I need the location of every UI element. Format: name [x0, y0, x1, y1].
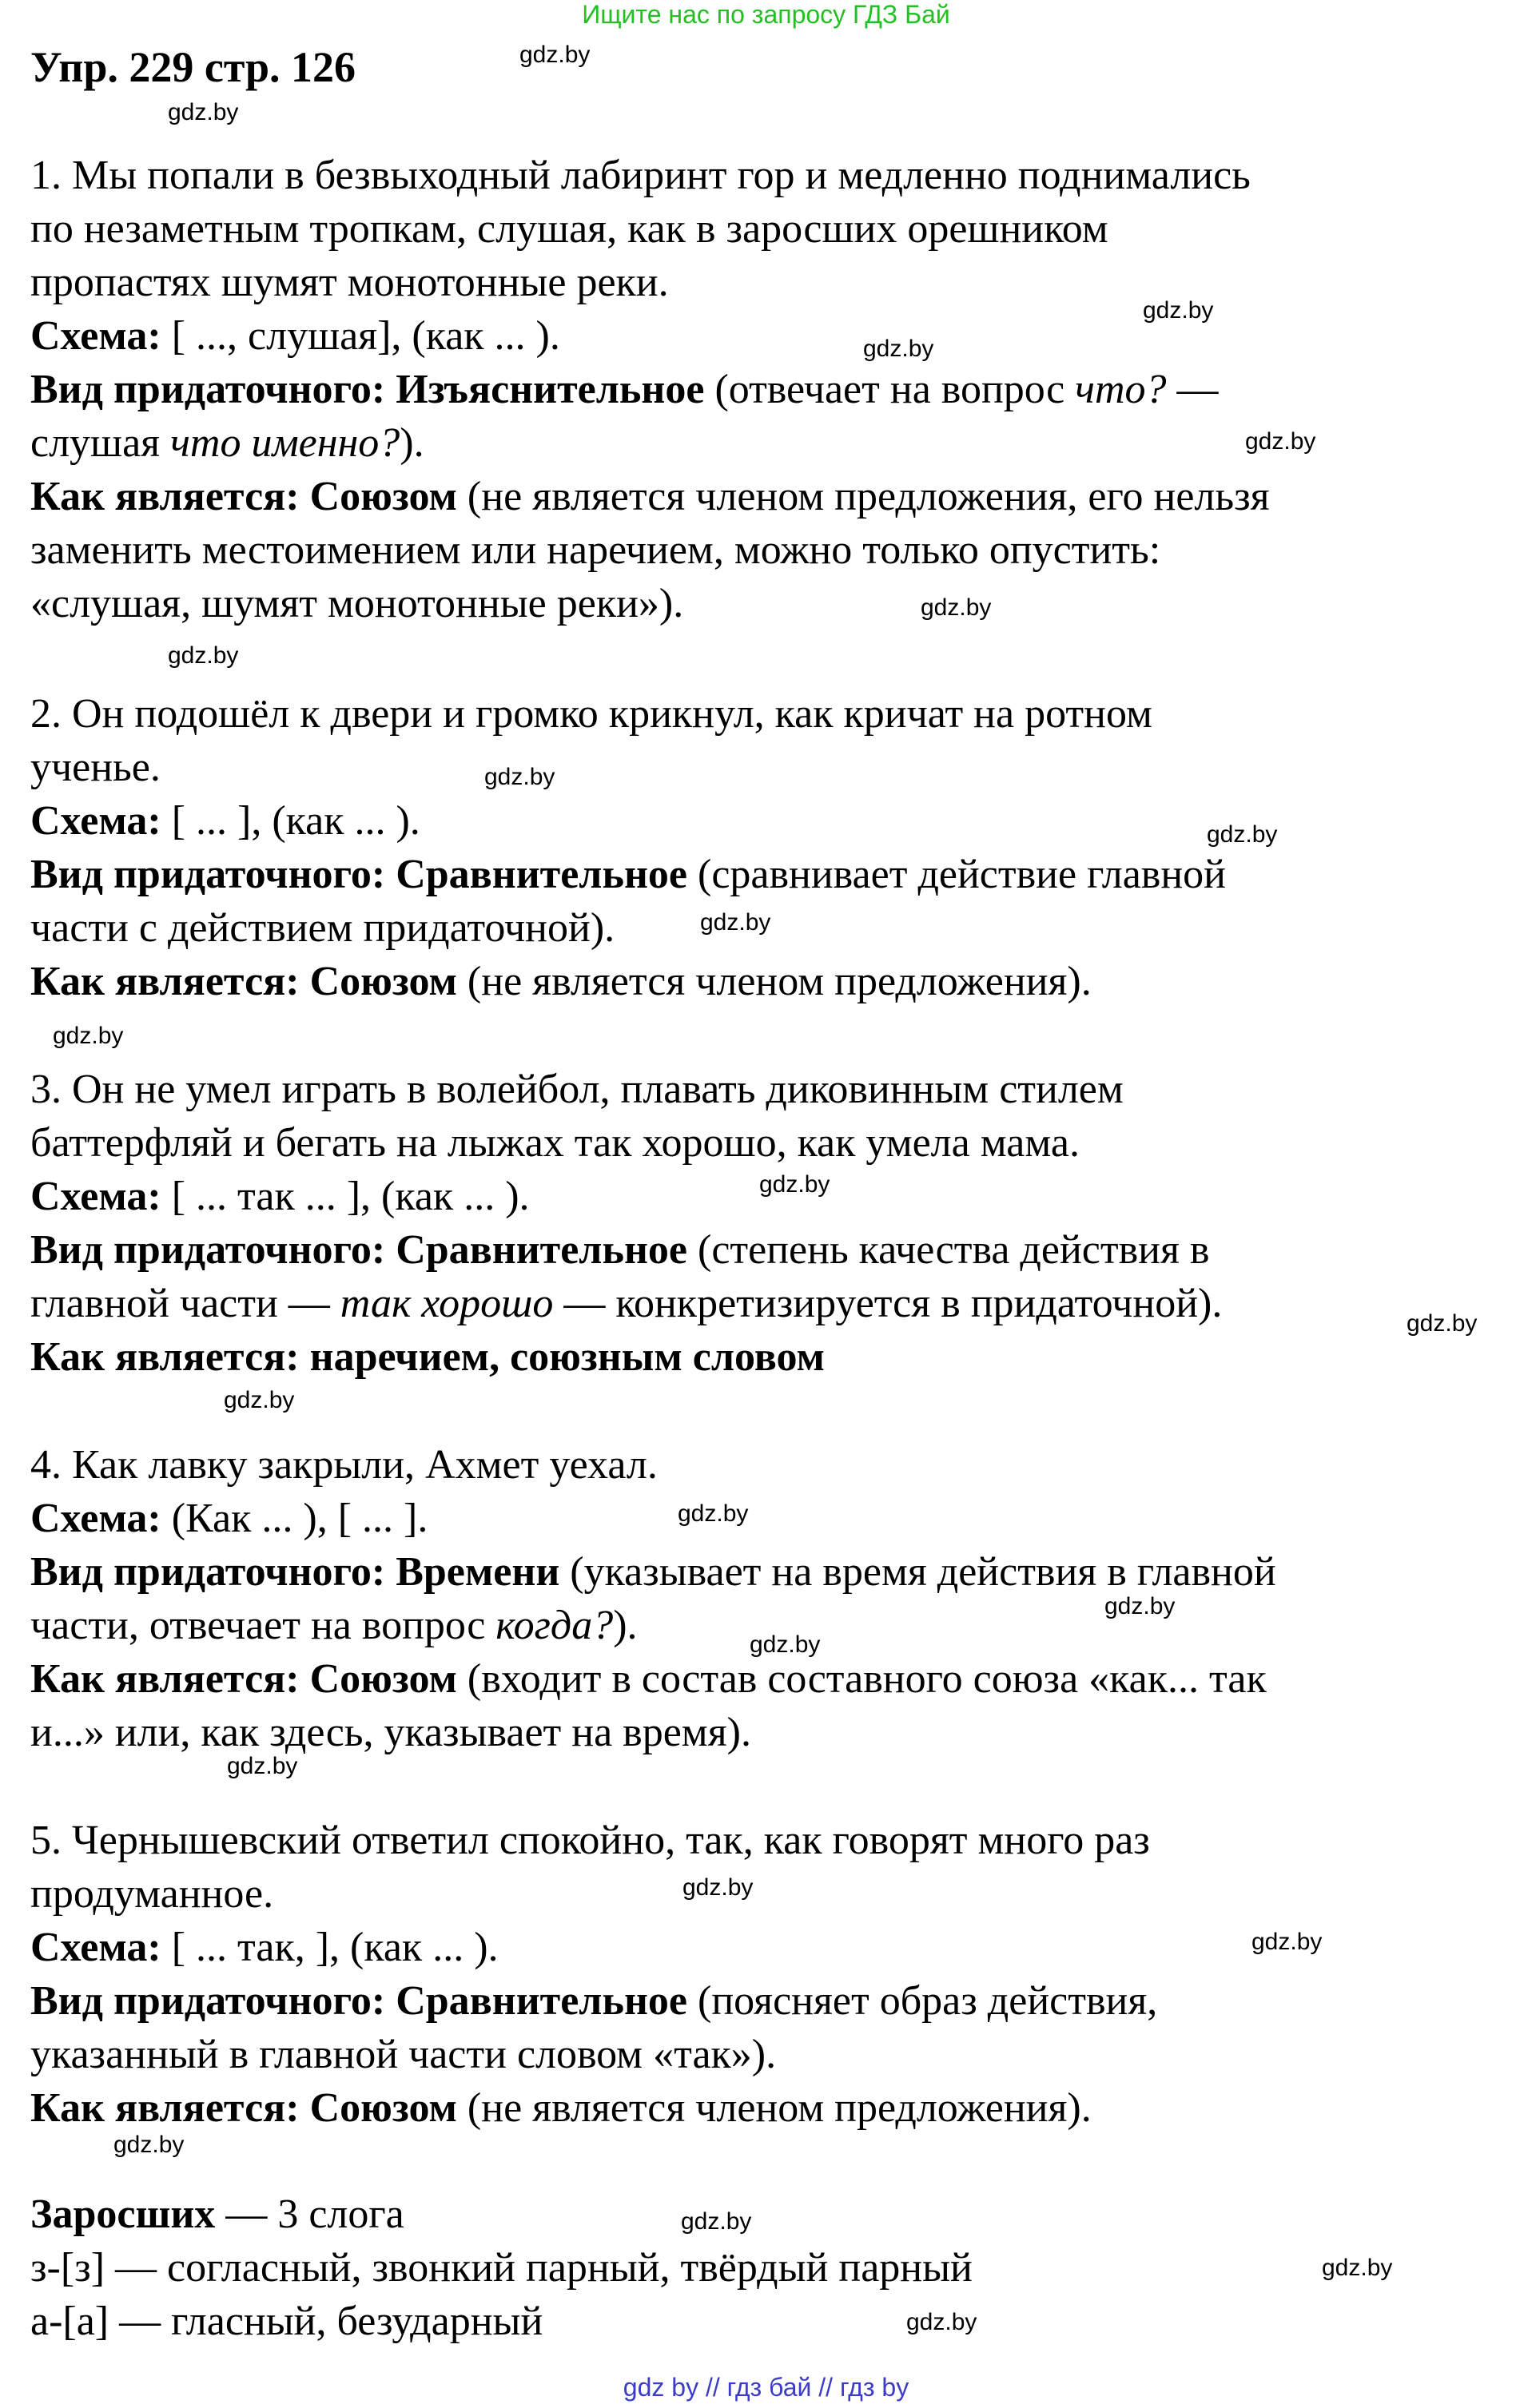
how-line: заменить местоимением или наречием, можно только опустить: [30, 527, 1161, 573]
sentence-line: баттерфляй и бегать на лыжах так хорошо, как умела мама. [30, 1120, 1080, 1166]
kind-note: ). [400, 420, 424, 466]
scheme-label: Схема: [30, 798, 161, 844]
kind-note: (степень качества действия в [698, 1227, 1210, 1273]
kind-value: Сравнительное [396, 1227, 687, 1273]
how-value: Союзом [309, 474, 457, 519]
watermark: gdz.by [227, 1753, 298, 1779]
kind-line [30, 1545, 1276, 1599]
sentence-line: 1. Мы попали в безвыходный лабиринт гор и медленно поднимались [30, 153, 1251, 198]
scheme-value: [ ... так ... ], (как ... ). [171, 1174, 530, 1219]
kind-label: Вид придаточного: [30, 852, 386, 897]
footer-links: gdz by // гдз бай // гдз by [623, 2373, 909, 2402]
watermark: gdz.by [759, 1171, 830, 1198]
watermark: gdz.by [224, 1387, 295, 1413]
kind-value: Сравнительное [396, 852, 687, 897]
kind-note: (отвечает на вопрос [714, 367, 1065, 412]
how-line [30, 955, 1226, 1008]
kind-note: — конкретизируется в придаточной). [563, 1281, 1223, 1326]
kind-line [30, 1974, 1157, 2028]
scheme-line [30, 1921, 1157, 1974]
how-note: (входит в состав составного союза «как... так [467, 1656, 1267, 1702]
how-value: Союзом [309, 959, 457, 1004]
sentence-line: 3. Он не умел играть в волейбол, плавать диковинным стилем [30, 1067, 1124, 1112]
watermark: gdz.by [700, 909, 771, 936]
kind-label: Вид придаточного: [30, 367, 386, 412]
kind-value: Изъяснительное [396, 367, 705, 412]
watermark: gdz.by [1207, 821, 1278, 848]
exercise-1 [30, 149, 1270, 630]
watermark: gdz.by [168, 642, 239, 669]
scheme-value: [ ... так, ], (как ... ). [171, 1925, 499, 1970]
sentence-line: продуманное. [30, 1871, 274, 1917]
kind-note: (поясняет образ действия, [698, 1978, 1158, 2024]
how-label: Как является: [30, 959, 300, 1004]
sentence-line: пропастях шумят монотонные реки. [30, 260, 669, 305]
kind-line [30, 416, 1270, 470]
how-line [30, 1652, 1276, 1706]
kind-note-italic: когда? [495, 1603, 614, 1648]
how-line [30, 1330, 1222, 1384]
how-line [30, 470, 1270, 523]
how-value: Союзом [309, 2085, 457, 2131]
sentence-line: ученье. [30, 745, 161, 790]
watermark: gdz.by [682, 1874, 754, 1901]
page-title: Упр. 229 стр. 126 [30, 43, 356, 91]
how-label: Как является: [30, 1334, 300, 1380]
scheme-label: Схема: [30, 1174, 161, 1219]
scheme-line [30, 1170, 1222, 1223]
kind-line: указанный в главной части словом «так»). [30, 2032, 777, 2077]
watermark: gdz.by [1407, 1310, 1478, 1337]
kind-note-italic: так хорошо [340, 1281, 554, 1326]
how-note: (не является членом предложения). [467, 2085, 1092, 2131]
sentence-line: по незаметным тропкам, слушая, как в заросших орешником [30, 206, 1108, 252]
watermark: gdz.by [906, 2309, 977, 2335]
how-label: Как является: [30, 1656, 300, 1702]
syllable-count: — 3 слога [225, 2191, 404, 2237]
sentence-line: 4. Как лавку закрыли, Ахмет уехал. [30, 1442, 658, 1488]
top-banner: Ищите нас по запросу ГДЗ Бай [582, 0, 950, 29]
kind-note: слушая [30, 420, 161, 466]
watermark: gdz.by [678, 1500, 749, 1527]
kind-label: Вид придаточного: [30, 1978, 386, 2024]
kind-line [30, 363, 1270, 416]
phonetic-word: Заросших [30, 2191, 216, 2237]
kind-note: (сравнивает действие главной [698, 852, 1226, 897]
kind-value: Времени [396, 1549, 560, 1595]
how-line [30, 2081, 1157, 2135]
exercise-5 [30, 1814, 1157, 2135]
scheme-label: Схема: [30, 313, 161, 359]
kind-label: Вид придаточного: [30, 1549, 386, 1595]
scheme-line [30, 1492, 1276, 1545]
kind-line [30, 1277, 1222, 1330]
watermark: gdz.by [1322, 2255, 1393, 2281]
kind-note-italic: что именно? [170, 420, 400, 466]
scheme-label: Схема: [30, 1496, 161, 1541]
watermark: gdz.by [484, 764, 555, 790]
how-label: Как является: [30, 2085, 300, 2131]
exercise-2 [30, 687, 1226, 1008]
exercise-4 [30, 1438, 1276, 1759]
how-line: «слушая, шумят монотонные реки»). [30, 581, 684, 626]
watermark: gdz.by [921, 594, 992, 621]
how-note: (не является членом предложения). [467, 959, 1092, 1004]
watermark: gdz.by [113, 2132, 185, 2158]
sentence-line: 5. Чернышевский ответил спокойно, так, как говорят много раз [30, 1818, 1150, 1863]
how-note: (не является членом предложения, его нельзя [467, 474, 1270, 519]
watermark: gdz.by [519, 42, 591, 68]
kind-note-italic: что? [1075, 367, 1167, 412]
kind-note: ). [613, 1603, 638, 1648]
scheme-line [30, 309, 1270, 363]
watermark: gdz.by [863, 336, 934, 362]
watermark: gdz.by [53, 1023, 124, 1049]
watermark: gdz.by [750, 1631, 821, 1658]
kind-note: (указывает на время действия в главной [570, 1549, 1276, 1595]
kind-line [30, 1599, 1276, 1652]
phonetic-analysis [30, 2187, 973, 2348]
kind-line [30, 1223, 1222, 1277]
scheme-line [30, 794, 1226, 848]
watermark: gdz.by [1245, 428, 1316, 455]
scheme-label: Схема: [30, 1925, 161, 1970]
how-value: Союзом [309, 1656, 457, 1702]
how-line: и...» или, как здесь, указывает на время). [30, 1710, 751, 1755]
kind-note: — [1176, 367, 1219, 412]
sentence-line: 2. Он подошёл к двери и громко крикнул, как кричат на ротном [30, 691, 1152, 737]
scheme-value: [ ... ], (как ... ). [171, 798, 420, 844]
how-label: Как является: [30, 474, 300, 519]
kind-note: части, отвечает на вопрос [30, 1603, 486, 1648]
kind-value: Сравнительное [396, 1978, 687, 2024]
watermark: gdz.by [168, 99, 239, 125]
kind-note: главной части — [30, 1281, 330, 1326]
exercise-3 [30, 1063, 1222, 1384]
watermark: gdz.by [681, 2208, 752, 2235]
kind-line [30, 848, 1226, 901]
watermark: gdz.by [1143, 297, 1214, 324]
watermark: gdz.by [1251, 1929, 1323, 1955]
scheme-value: (Как ... ), [ ... ]. [171, 1496, 428, 1541]
phonetic-line: з-[з] — согласный, звонкий парный, твёрдый парный [30, 2245, 973, 2291]
scheme-value: [ ..., слушая], (как ... ). [171, 313, 560, 359]
kind-label: Вид придаточного: [30, 1227, 386, 1273]
watermark: gdz.by [1104, 1593, 1176, 1619]
phonetic-word-line [30, 2187, 973, 2241]
kind-line: части с действием придаточной). [30, 905, 615, 951]
how-value: наречием, союзным словом [309, 1334, 825, 1380]
phonetic-line: а-[а] — гласный, безударный [30, 2299, 543, 2344]
